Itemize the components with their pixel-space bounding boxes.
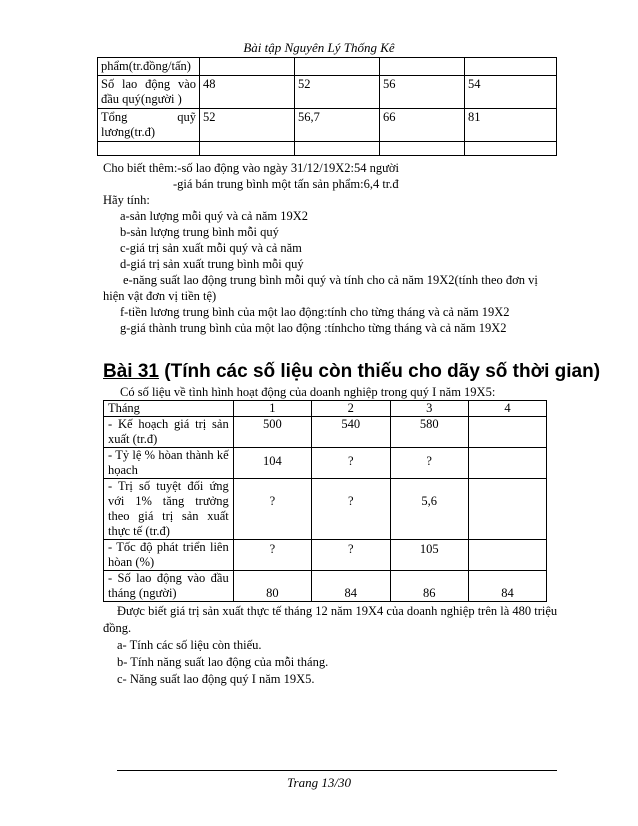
table-cell: Tổng quỹ lương(tr.đ): [98, 109, 200, 142]
list-item: a- Tính các số liệu còn thiếu.: [117, 638, 262, 652]
table-row: [98, 58, 557, 76]
table-header-cell: Tháng: [104, 401, 234, 417]
table-row: [98, 142, 557, 156]
table-cell: phẩm(tr.đồng/tấn): [98, 58, 200, 76]
table-cell: 80: [233, 571, 311, 602]
page-header: Bài tập Nguyên Lý Thống Kê: [243, 40, 395, 55]
table-cell: ?: [233, 540, 311, 571]
task-item: b-sản lượng trung bình mỗi quý: [120, 225, 279, 239]
table-row: [98, 76, 557, 109]
table-cell: [468, 417, 546, 448]
table-cell: 86: [390, 571, 468, 602]
table-cell: 540: [312, 417, 390, 448]
followup-text: Được biết giá trị sản xuất thực tế tháng 12 năm 19X4 của doanh nghiệp trên là 480 triệu đồng.: [103, 604, 558, 635]
table-cell: [295, 142, 380, 156]
table-cell: 580: [390, 417, 468, 448]
table-cell: ?: [233, 479, 311, 540]
list-item: b- Tính năng suất lao động của mỗi tháng.: [117, 655, 329, 669]
table-row: [98, 109, 557, 142]
table-header-cell: 1: [233, 401, 311, 417]
table-row: [104, 448, 547, 479]
table-cell: ?: [312, 540, 390, 571]
page-footer: Trang 13/30: [287, 775, 351, 790]
table-cell: [295, 58, 380, 76]
table-cell: [380, 142, 465, 156]
table-cell: 81: [465, 109, 557, 142]
table-cell: - Tốc độ phát triển liên hòan (%): [104, 540, 234, 571]
table-row: [104, 571, 547, 602]
table-cell: - Trị số tuyệt đối ứng với 1% tăng trưởng theo giá trị sản xuất thực tế (tr.đ): [104, 479, 234, 540]
table-cell: 52: [295, 76, 380, 109]
table-cell: [465, 142, 557, 156]
note-line: -giá bán trung bình một tấn sản phẩm:6,4 tr.đ: [173, 177, 399, 191]
table-header-cell: 2: [312, 401, 390, 417]
table-cell: 56: [380, 76, 465, 109]
table-cell: [468, 479, 546, 540]
table-cell: - Kế hoạch giá trị sản xuất (tr.đ): [104, 417, 234, 448]
table-cell: 52: [200, 109, 295, 142]
table-cell: 56,7: [295, 109, 380, 142]
table-header-cell: 4: [468, 401, 546, 417]
exercise-title: [103, 361, 600, 383]
task-item: hiện vật đơn vị tiền tệ): [103, 289, 217, 303]
table-cell: 84: [468, 571, 546, 602]
note-line: Cho biết thêm:-số lao động vào ngày 31/12/19X2:54 người: [103, 161, 399, 175]
task-item: a-sản lượng mỗi quý và cả năm 19X2: [120, 209, 308, 223]
table-cell: Số lao động vào đầu quý(người ): [98, 76, 200, 109]
table-row: [104, 540, 547, 571]
footer-divider: [117, 770, 557, 771]
table-cell: [200, 58, 295, 76]
table-cell: 104: [233, 448, 311, 479]
notes-section: [103, 160, 573, 336]
table-cell: 5,6: [390, 479, 468, 540]
table-row: [104, 479, 547, 540]
data-table-2: [103, 400, 547, 602]
table-cell: 54: [465, 76, 557, 109]
table-cell: ?: [312, 448, 390, 479]
task-item: e-năng suất lao động trung bình mỗi quý và tính cho cả năm 19X2(tính theo đơn vị: [123, 273, 538, 287]
table-header-cell: 3: [390, 401, 468, 417]
table-cell: 48: [200, 76, 295, 109]
task-item: f-tiền lương trung bình của một lao động:tính cho từng tháng và cả năm 19X2: [120, 305, 510, 319]
table-cell: - Tỷ lệ % hòan thành kế họach: [104, 448, 234, 479]
task-item: d-giá trị sản xuất trung bình mỗi quý: [120, 257, 304, 271]
exercise-followup: [103, 603, 558, 688]
table-header-row: [104, 401, 547, 417]
table-cell: ?: [390, 448, 468, 479]
table-cell: [468, 448, 546, 479]
list-item: c- Năng suất lao động quý I năm 19X5.: [117, 672, 315, 686]
task-item: g-giá thành trung bình của một lao động :tínhcho từng tháng và cả năm 19X2: [120, 321, 507, 335]
table-cell: 84: [312, 571, 390, 602]
task-item: c-giá trị sản xuất mỗi quý và cả năm: [120, 241, 302, 255]
table-cell: [98, 142, 200, 156]
table-cell: 500: [233, 417, 311, 448]
table-cell: - Số lao động vào đầu tháng (người): [104, 571, 234, 602]
table-cell: ?: [312, 479, 390, 540]
table-row: [104, 417, 547, 448]
table-cell: 66: [380, 109, 465, 142]
data-table-1: [97, 57, 557, 156]
exercise-intro: Có số liệu về tình hình hoạt động của doanh nghiệp trong quý I năm 19X5:: [120, 385, 496, 399]
table-cell: 105: [390, 540, 468, 571]
table-cell: [200, 142, 295, 156]
table-cell: [380, 58, 465, 76]
note-line: Hãy tính:: [103, 193, 150, 207]
exercise-number: Bài 31: [103, 361, 159, 382]
exercise-subtitle: (Tính các số liệu còn thiếu cho dãy số thời gian): [158, 361, 601, 382]
table-cell: [468, 540, 546, 571]
table-cell: [465, 58, 557, 76]
